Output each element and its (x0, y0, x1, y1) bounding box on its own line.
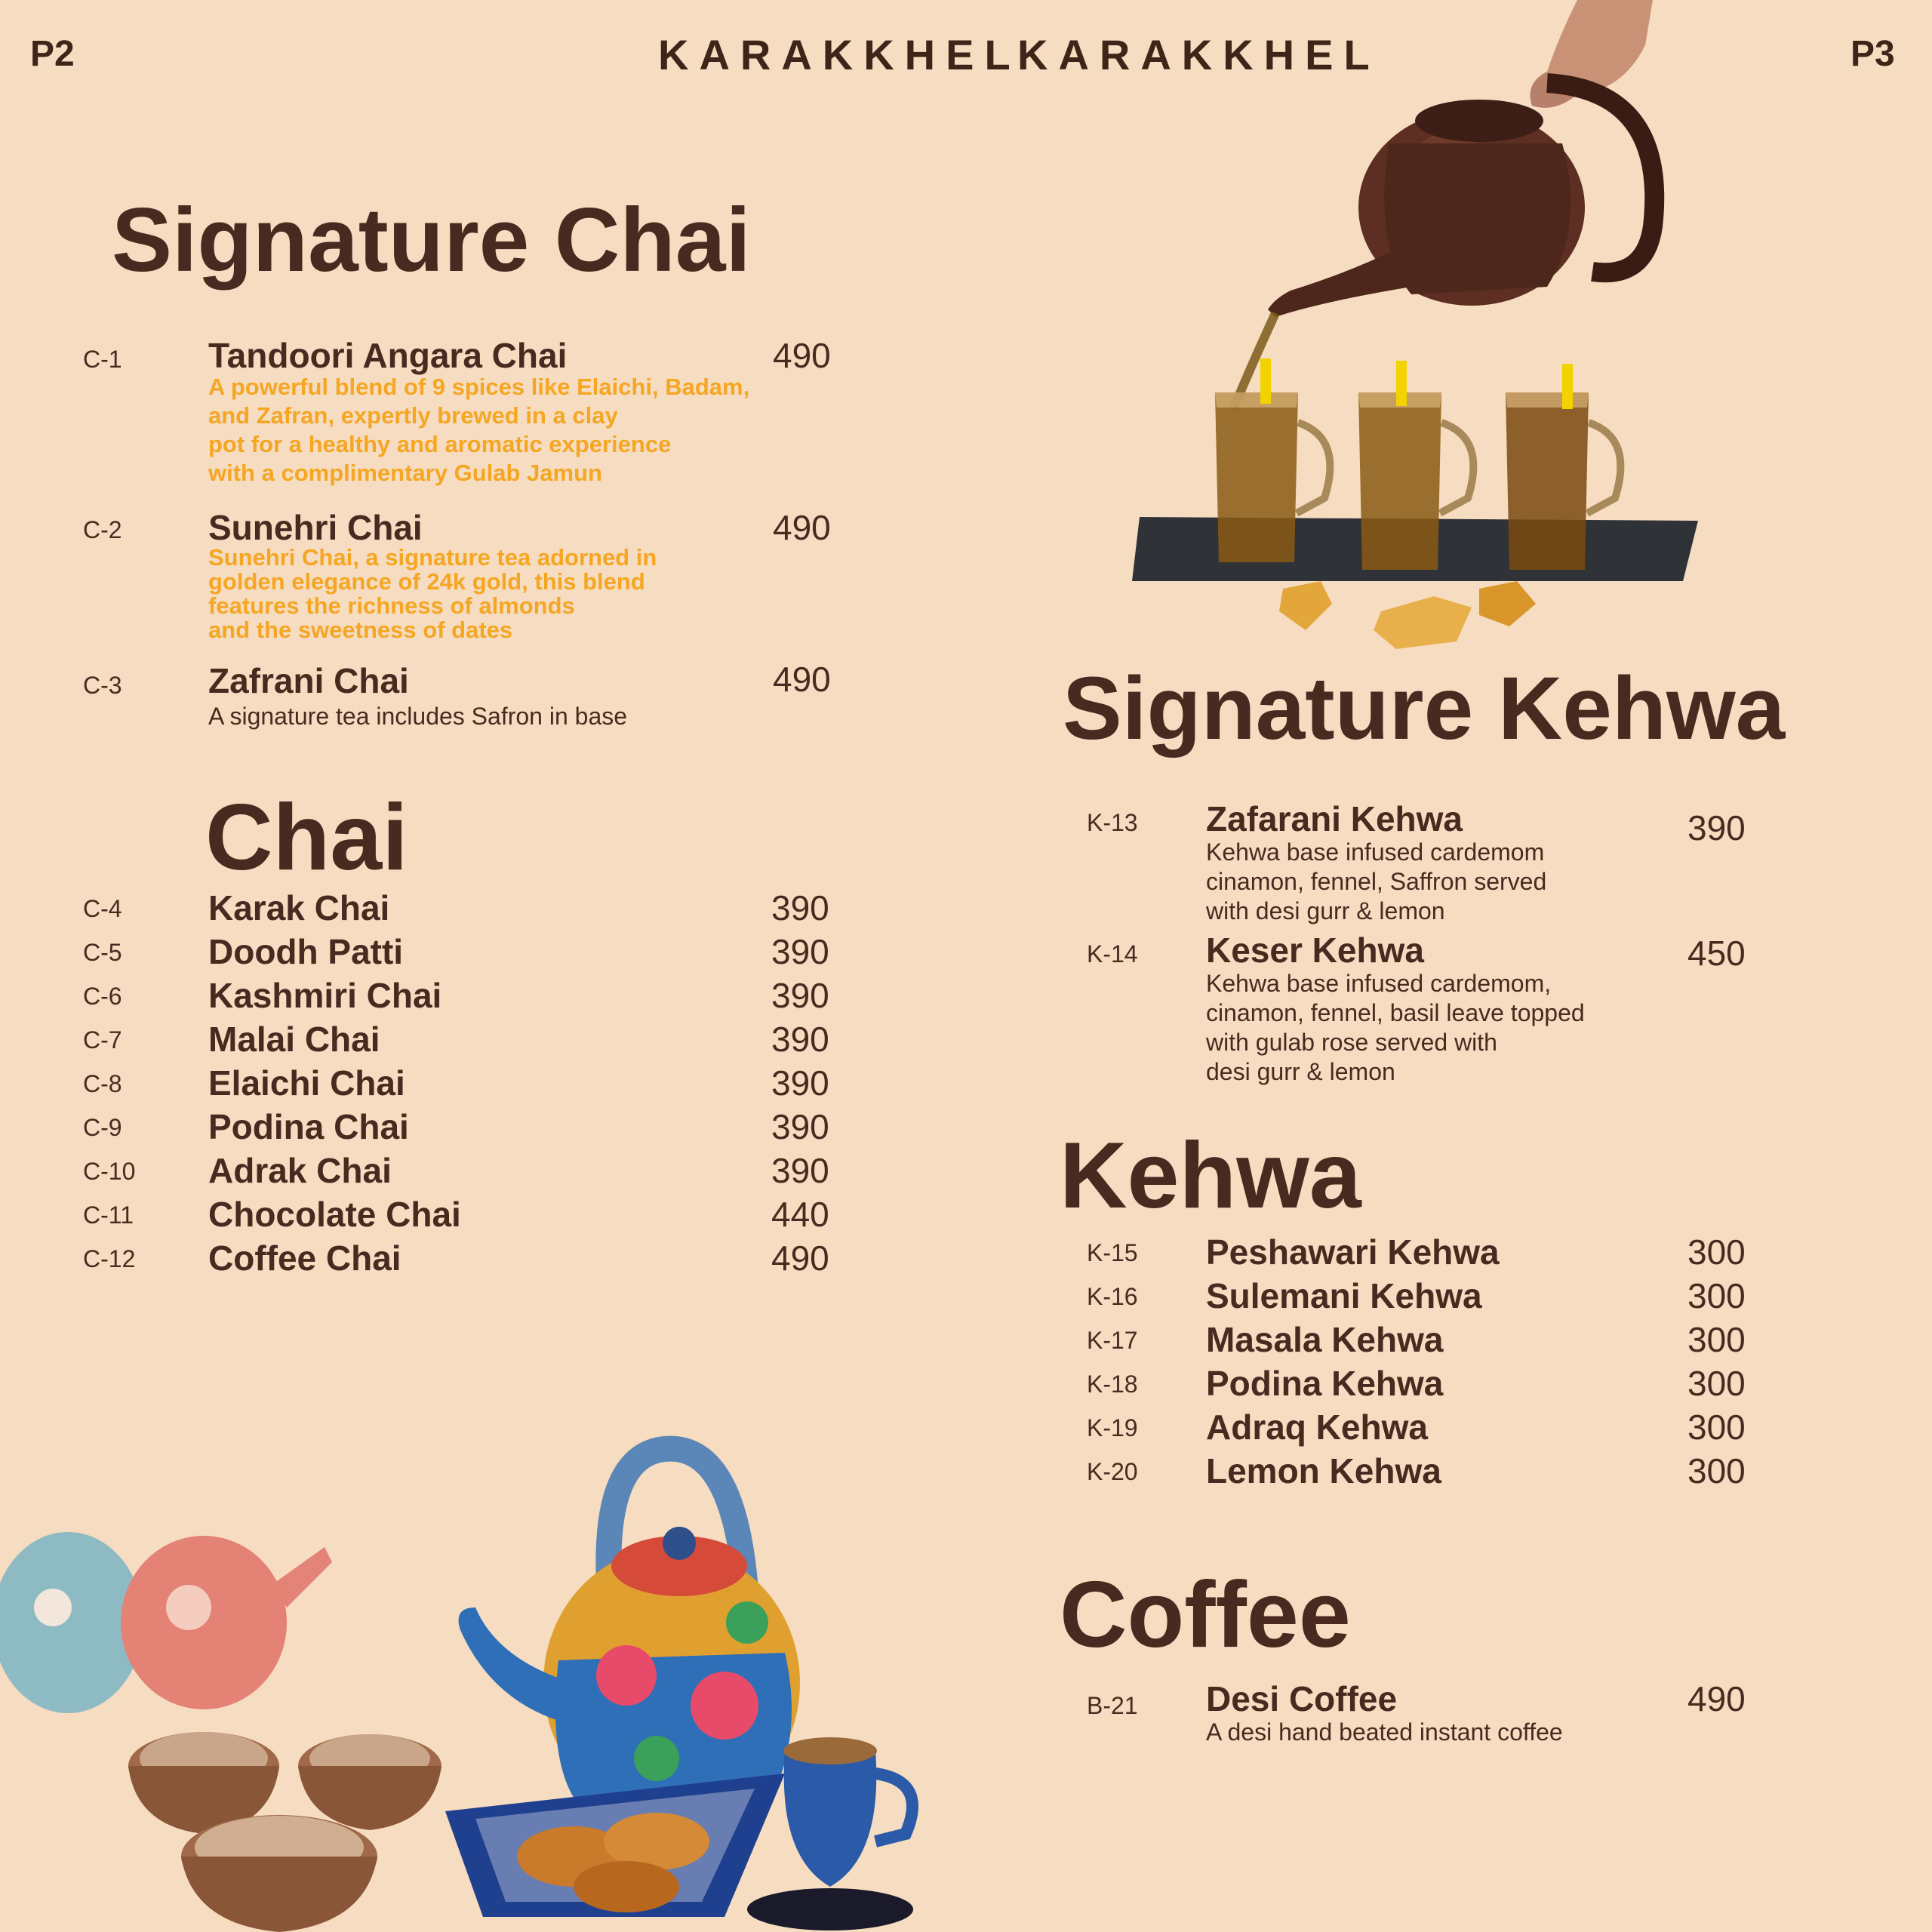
item-price: 490 (1687, 1679, 1746, 1718)
item-code: K-19 (1087, 1414, 1138, 1441)
item-description: A powerful blend of 9 spices like Elaichi, Badam, and Zafran, expertly brewed in a clay pot for a healthy and aromatic experience with a complimentary Gulab Jamun (208, 374, 750, 486)
list-item (0, 1106, 1932, 1150)
item-price: 300 (1687, 1407, 1746, 1447)
list-item (0, 975, 1932, 1019)
item-name: Tandoori Angara Chai (208, 336, 568, 375)
item-name: Masala Kehwa (1206, 1320, 1444, 1359)
list-item (0, 1363, 1932, 1407)
item-code: K-16 (1087, 1283, 1138, 1310)
item-description: Kehwa base infused cardemom, cinamon, fennel, basil leave topped with gulab rose served with desi gurr & lemon (1206, 970, 1585, 1085)
item-name: Keser Kehwa (1206, 931, 1424, 970)
item-price: 300 (1687, 1232, 1746, 1272)
section-title-kehwa: Kehwa (1060, 1124, 1361, 1228)
item-price: 390 (771, 1063, 829, 1103)
item-code: C-9 (83, 1114, 122, 1141)
item-code: K-18 (1087, 1371, 1138, 1398)
item-description: Kehwa base infused cardemom cinamon, fennel, Saffron served with desi gurr & lemon (1206, 838, 1547, 924)
item-code: C-10 (83, 1158, 136, 1185)
page-number-left: P2 (30, 34, 75, 74)
item-code: B-21 (1087, 1692, 1138, 1719)
page-number-right: P3 (1850, 34, 1895, 74)
item-price: 490 (773, 508, 831, 547)
item-code: K-15 (1087, 1239, 1138, 1266)
item-price: 390 (1687, 808, 1746, 848)
item-code: K-14 (1087, 940, 1138, 968)
item-name: Sunehri Chai (208, 508, 423, 547)
item-price: 300 (1687, 1276, 1746, 1315)
item-name: Lemon Kehwa (1206, 1451, 1441, 1491)
item-price: 300 (1687, 1320, 1746, 1359)
item-name: Kashmiri Chai (208, 976, 442, 1015)
tea-pouring-illustration (1124, 0, 1924, 664)
item-code: C-6 (83, 983, 122, 1010)
list-item (0, 1319, 1932, 1363)
item-name: Malai Chai (208, 1020, 380, 1059)
item-name: Adraq Kehwa (1206, 1407, 1428, 1447)
item-price: 390 (771, 1020, 829, 1059)
list-item (0, 1063, 1932, 1106)
list-item (0, 1150, 1932, 1194)
item-code: C-2 (83, 516, 122, 543)
item-code: K-17 (1087, 1327, 1138, 1354)
item-description: Sunehri Chai, a signature tea adorned in golden elegance of 24k gold, this blend features the richness of almonds and the sweetness of dates (208, 544, 657, 643)
item-price: 300 (1687, 1451, 1746, 1491)
item-name: Doodh Patti (208, 932, 404, 971)
item-price: 490 (773, 336, 831, 375)
item-description: A signature tea includes Safron in base (208, 703, 628, 730)
brand-name-right: KARAKKHEL (1017, 31, 1380, 78)
item-price: 390 (771, 932, 829, 971)
item-code: C-11 (83, 1201, 134, 1229)
list-item (0, 888, 1932, 931)
brand-name-left: KARAKKHEL (658, 31, 1021, 78)
item-price: 450 (1687, 934, 1746, 973)
section-title-signature-kehwa: Signature Kehwa (1063, 659, 1786, 758)
item-name: Sulemani Kehwa (1206, 1276, 1482, 1315)
item-price: 490 (773, 660, 831, 699)
section-title-coffee: Coffee (1060, 1563, 1351, 1667)
item-name: Coffee Chai (208, 1238, 401, 1278)
item-code: C-3 (83, 672, 122, 699)
item-price: 300 (1687, 1364, 1746, 1403)
item-code: C-12 (83, 1245, 136, 1272)
item-name: Chocolate Chai (208, 1195, 461, 1234)
item-name: Zafarani Kehwa (1206, 799, 1463, 838)
item-name: Podina Chai (208, 1107, 409, 1146)
item-name: Elaichi Chai (208, 1063, 405, 1103)
list-item (0, 1232, 1932, 1275)
item-price: 440 (771, 1195, 829, 1234)
item-price: 390 (771, 976, 829, 1015)
item-price: 490 (771, 1238, 829, 1278)
teapot-and-cups-illustration (0, 1434, 981, 1932)
item-price: 390 (771, 1107, 829, 1146)
list-item (0, 1019, 1932, 1063)
section-title-signature-chai: Signature Chai (112, 189, 751, 291)
section-title-chai: Chai (205, 786, 408, 890)
item-name: Desi Coffee (1206, 1679, 1398, 1718)
item-code: K-13 (1087, 809, 1138, 836)
item-price: 390 (771, 1151, 829, 1190)
list-item (0, 931, 1932, 975)
item-name: Adrak Chai (208, 1151, 392, 1190)
item-code: K-20 (1087, 1458, 1138, 1485)
item-name: Zafrani Chai (208, 661, 409, 700)
item-price: 390 (771, 888, 829, 928)
item-code: C-4 (83, 895, 122, 922)
item-code: C-7 (83, 1026, 122, 1054)
item-code: C-8 (83, 1070, 122, 1097)
item-description: A desi hand beated instant coffee (1206, 1718, 1563, 1746)
item-name: Peshawari Kehwa (1206, 1232, 1500, 1272)
item-code: C-1 (83, 346, 122, 373)
item-name: Karak Chai (208, 888, 390, 928)
item-name: Podina Kehwa (1206, 1364, 1444, 1403)
list-item (0, 1275, 1932, 1319)
item-code: C-5 (83, 939, 122, 966)
